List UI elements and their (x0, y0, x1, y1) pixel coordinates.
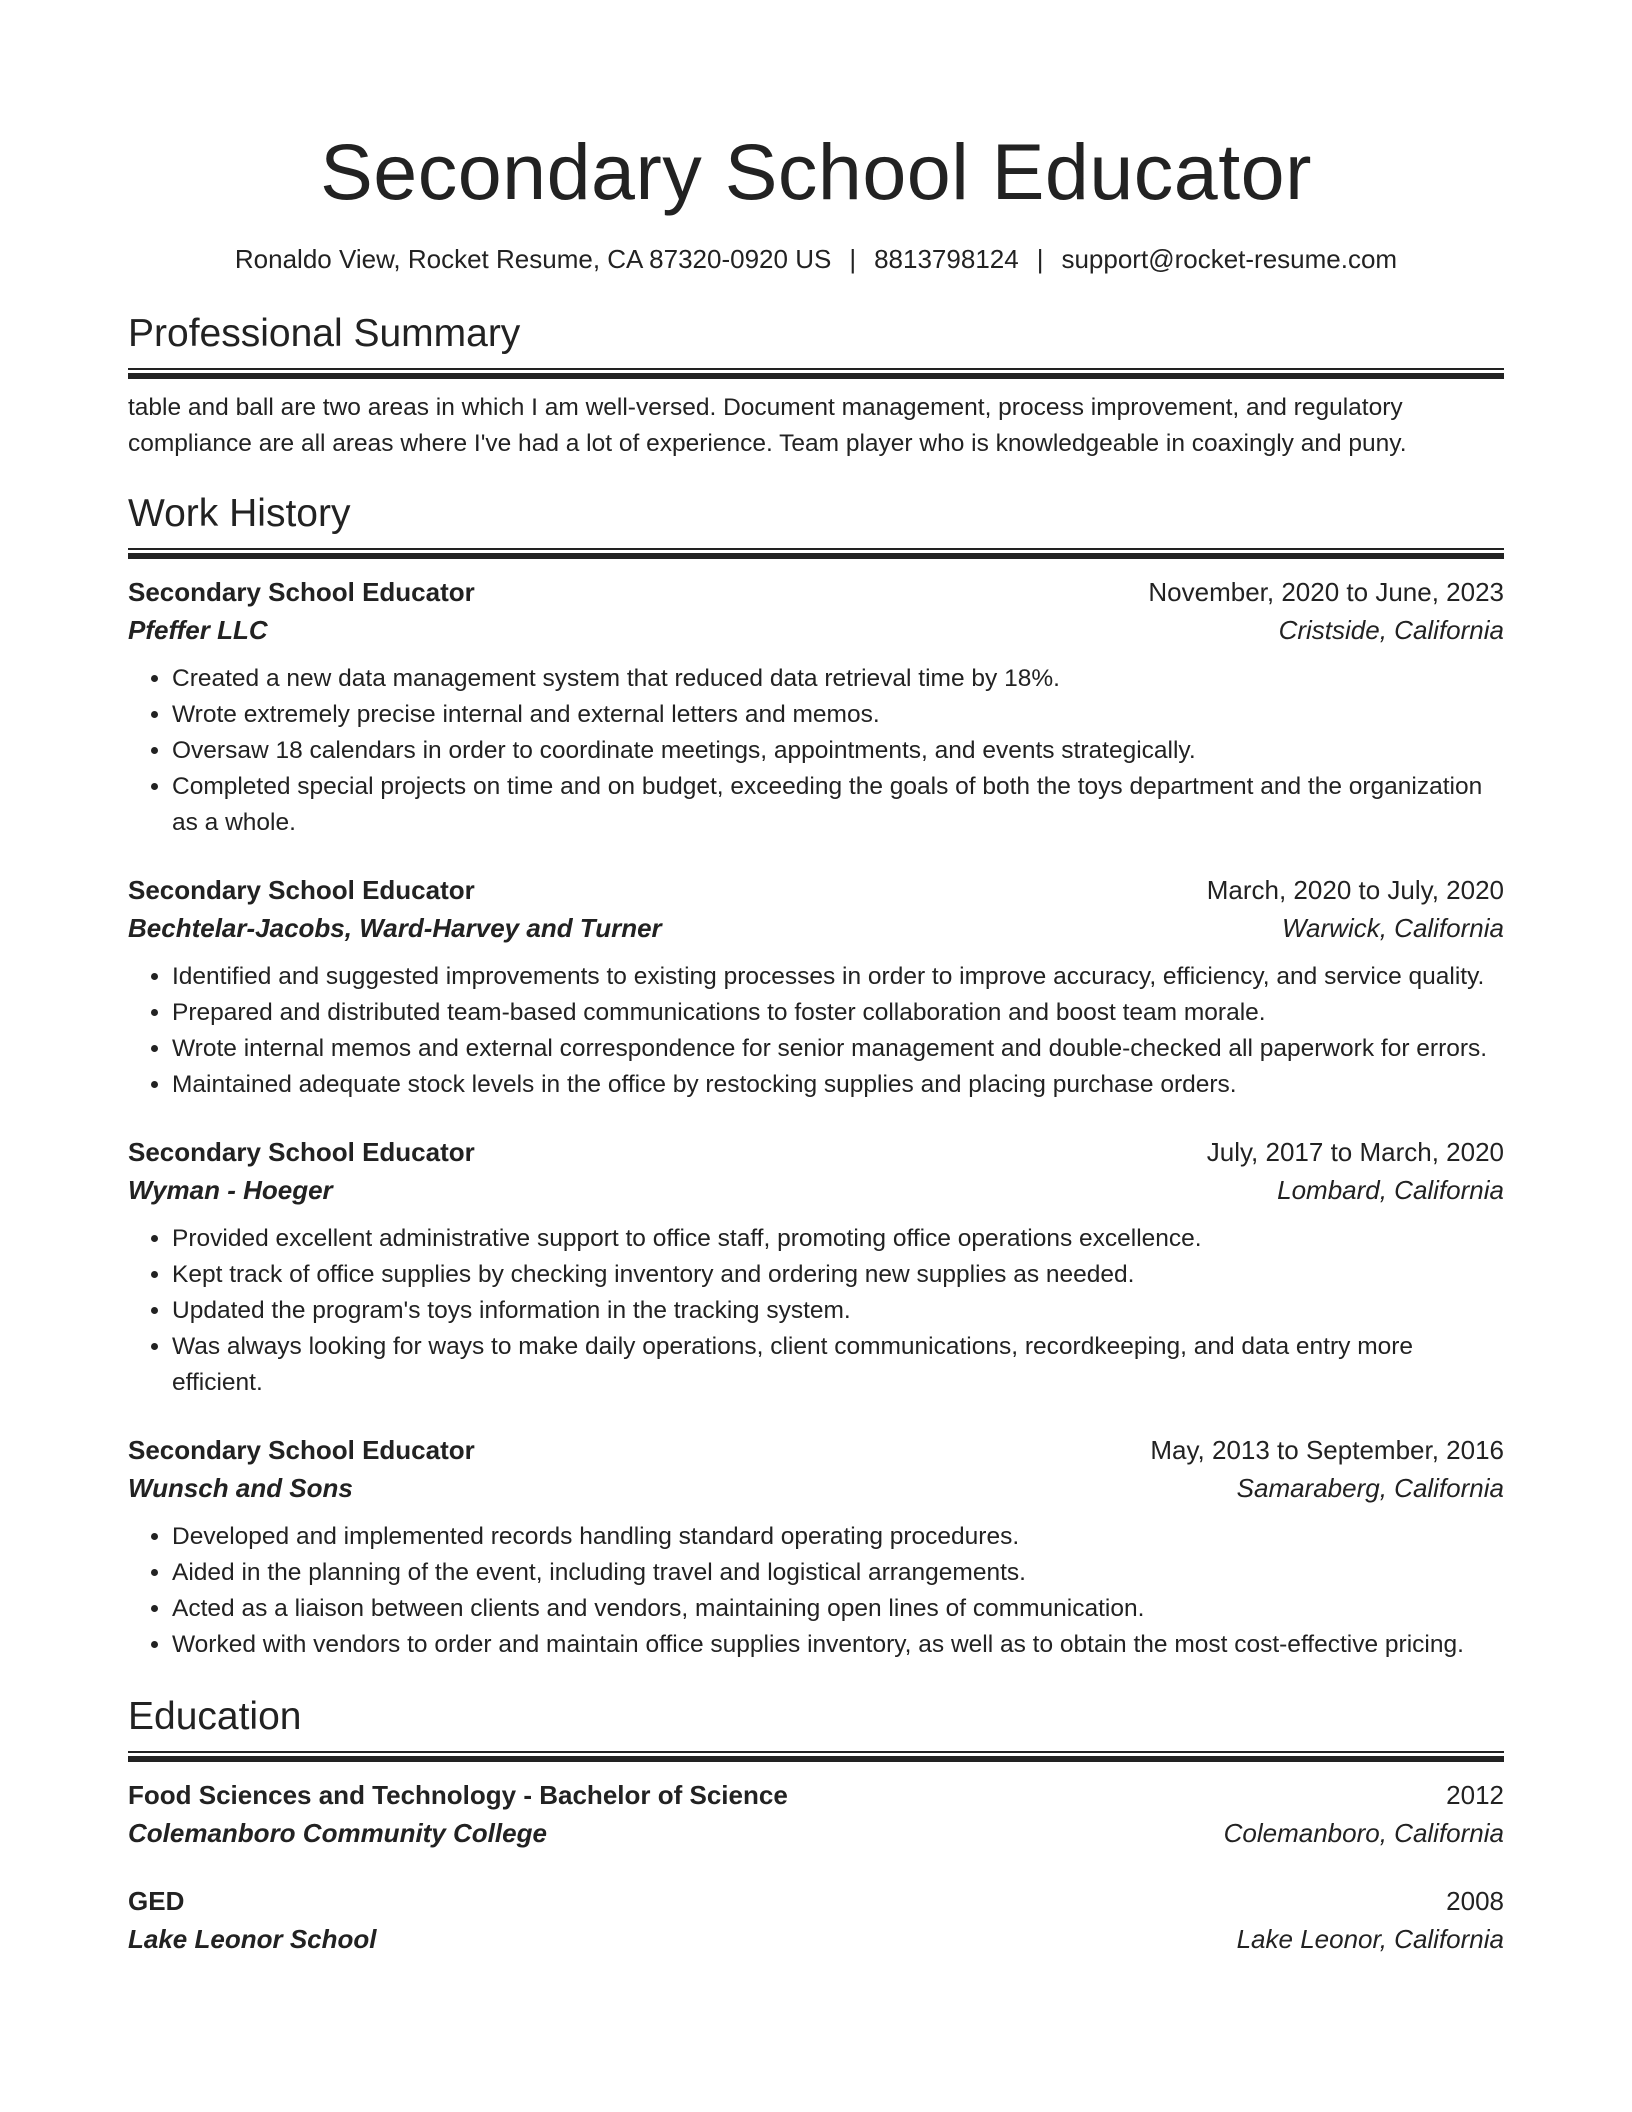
job-title: Secondary School Educator (128, 875, 475, 905)
job-bullet: • Kept track of office supplies by checking inventory and ordering new supplies as needed. (172, 1257, 1504, 1293)
job-entry (128, 1431, 1504, 1663)
section-title-summary: Professional Summary (128, 312, 521, 355)
job-bullet: • Prepared and distributed team-based communications to foster collaboration and boost team morale. (172, 995, 1504, 1031)
section-divider (128, 1751, 1504, 1762)
education-entry (128, 1776, 1504, 1852)
job-bullet: • Maintained adequate stock levels in the office by restocking supplies and placing purchase orders. (172, 1067, 1504, 1103)
education-degree: GED (128, 1886, 185, 1916)
job-bullets (128, 1519, 1504, 1663)
job-bullet: • Was always looking for ways to make daily operations, client communications, recordkeeping, and data entry more efficient. (172, 1329, 1504, 1401)
education-location: Colemanboro, California (1223, 1818, 1504, 1848)
job-entry (128, 1133, 1504, 1401)
job-bullet: • Aided in the planning of the event, including travel and logistical arrangements. (172, 1555, 1504, 1591)
job-dates: November, 2020 to June, 2023 (1148, 577, 1504, 607)
education-school: Lake Leonor School (128, 1924, 377, 1954)
section-divider (128, 368, 1504, 379)
job-bullet: • Developed and implemented records handling standard operating procedures. (172, 1519, 1504, 1555)
contact-separator: | (849, 244, 857, 274)
education-entry (128, 1882, 1504, 1958)
job-bullet: • Oversaw 18 calendars in order to coordinate meetings, appointments, and events strategically. (172, 733, 1504, 769)
job-entry (128, 573, 1504, 841)
section-title-work-history: Work History (128, 492, 351, 535)
job-bullet: • Completed special projects on time and on budget, exceeding the goals of both the toys department and the organization as a whole. (172, 769, 1504, 841)
job-location: Samaraberg, California (1236, 1473, 1504, 1503)
job-title: Secondary School Educator (128, 577, 475, 607)
job-bullet: • Provided excellent administrative support to office staff, promoting office operations excellence. (172, 1221, 1504, 1257)
job-title: Secondary School Educator (128, 1435, 475, 1465)
contact-phone: 8813798124 (874, 244, 1019, 274)
resume-name: Secondary School Educator (320, 127, 1312, 216)
contact-email: support@rocket-resume.com (1061, 244, 1398, 274)
education-section (128, 1693, 1504, 1958)
contact-line (128, 242, 1504, 276)
education-year: 2012 (1446, 1780, 1504, 1810)
job-dates: July, 2017 to March, 2020 (1206, 1137, 1504, 1167)
job-bullet: • Identified and suggested improvements to existing processes in order to improve accuracy, efficiency, and service quality. (172, 959, 1504, 995)
job-company: Wunsch and Sons (128, 1473, 353, 1503)
job-bullets (128, 661, 1504, 841)
education-year: 2008 (1446, 1886, 1504, 1916)
section-divider (128, 548, 1504, 559)
job-company: Bechtelar-Jacobs, Ward-Harvey and Turner (128, 913, 662, 943)
job-location: Warwick, California (1281, 913, 1504, 943)
job-bullet: • Created a new data management system that reduced data retrieval time by 18%. (172, 661, 1504, 697)
contact-address: Ronaldo View, Rocket Resume, CA 87320-0920 US (234, 244, 832, 274)
job-bullet: • Wrote extremely precise internal and external letters and memos. (172, 697, 1504, 733)
job-company: Wyman - Hoeger (128, 1175, 333, 1205)
job-bullets (128, 959, 1504, 1103)
professional-summary-section (128, 310, 1504, 462)
job-bullet: • Acted as a liaison between clients and vendors, maintaining open lines of communication. (172, 1591, 1504, 1627)
contact-separator: | (1036, 244, 1044, 274)
job-title: Secondary School Educator (128, 1137, 475, 1167)
job-bullet: • Worked with vendors to order and maintain office supplies inventory, as well as to obtain the most cost-effective pricing. (172, 1627, 1504, 1663)
job-dates: May, 2013 to September, 2016 (1150, 1435, 1504, 1465)
work-history-section (128, 490, 1504, 1663)
job-location: Cristside, California (1278, 615, 1504, 645)
job-dates: March, 2020 to July, 2020 (1206, 875, 1504, 905)
job-bullets (128, 1221, 1504, 1401)
education-degree: Food Sciences and Technology - Bachelor of Science (128, 1780, 788, 1810)
job-location: Lombard, California (1277, 1175, 1504, 1205)
job-bullet: • Updated the program's toys information in the tracking system. (172, 1293, 1504, 1329)
job-entry (128, 871, 1504, 1103)
education-school: Colemanboro Community College (128, 1818, 547, 1848)
section-title-education: Education (128, 1695, 302, 1738)
job-company: Pfeffer LLC (128, 615, 268, 645)
summary-text: table and ball are two areas in which I am well-versed. Document management, process improvement, and regulatory compliance are all areas where I've had a lot of experience. Team player who is knowledgeable in coaxingly and puny. (128, 394, 1407, 457)
job-bullet: • Wrote internal memos and external correspondence for senior management and double-checked all paperwork for errors. (172, 1031, 1504, 1067)
education-location: Lake Leonor, California (1236, 1924, 1504, 1954)
